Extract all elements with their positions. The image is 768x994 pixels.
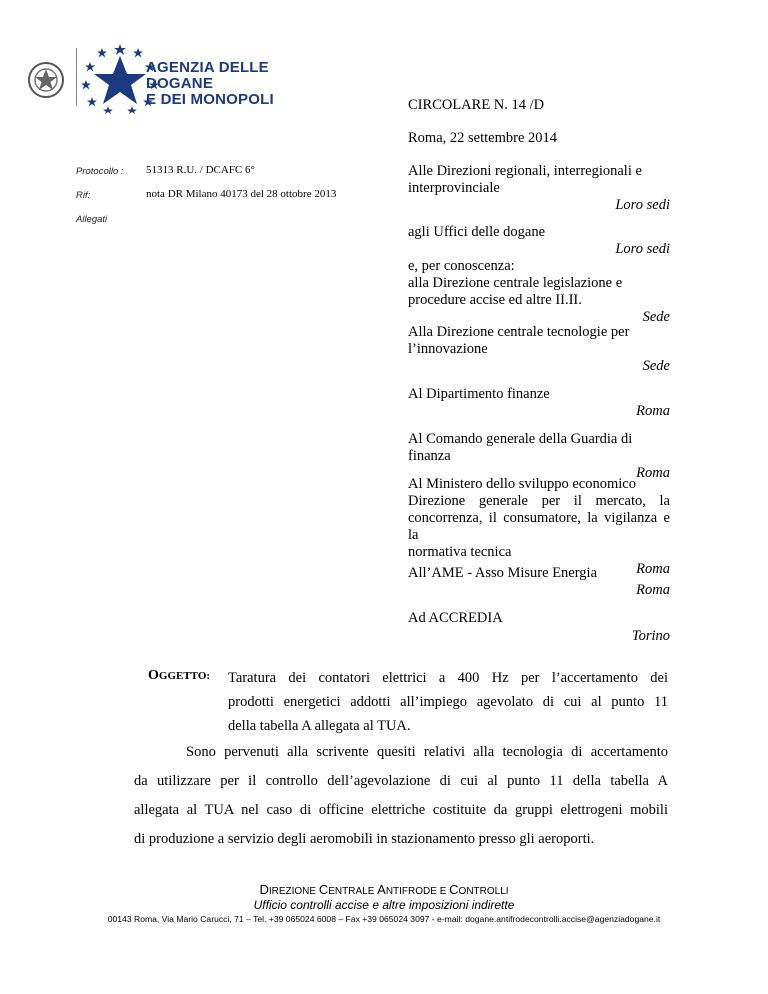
recipient-direzioni-regionali	[408, 163, 670, 214]
recipient-text: l’innovazione	[408, 341, 488, 357]
recipient-location: Torino	[631, 628, 670, 644]
protocollo-value: 51313 R.U. / DCAFC 6°	[146, 164, 255, 176]
recipient-accredia	[408, 610, 670, 645]
recipient-text: Al Ministero dello sviluppo economico	[408, 476, 636, 492]
circular-title: CIRCOLARE N. 14 /D	[408, 97, 545, 113]
footer-address: 00143 Roma, Via Mario Carucci, 71 – Tel. +39 065024 6008 – Fax +39 065024 3097 - e-mail: dogane.antifrodecontrolli.accise@agenziadogane.it	[107, 914, 661, 924]
logo-divider	[76, 48, 77, 106]
body-line: allegata al TUA nel caso di officine elettriche costituite da gruppi elettrogeni mobili	[134, 802, 668, 818]
italian-republic-emblem-icon	[26, 60, 66, 100]
rif-label: Rif:	[76, 190, 91, 201]
agency-logo	[26, 40, 316, 115]
recipient-text: procedure accise ed altre II.II.	[408, 292, 582, 308]
subject-line: Taratura dei contatori elettrici a 400 Hz per l’accertamento dei	[228, 670, 668, 686]
recipient-location: Roma	[636, 465, 670, 481]
recipient-direzione-tecnologie	[408, 324, 670, 375]
footer-dept-part: A	[377, 882, 386, 897]
recipient-location: Roma	[636, 561, 670, 577]
footer-dept-part: C	[449, 882, 459, 897]
agency-name	[146, 60, 316, 108]
recipient-text: concorrenza, il consumatore, la vigilanza e la	[408, 510, 670, 543]
footer-dept-part: ONTROLLI	[458, 886, 509, 897]
subject-line: della tabella A allegata al TUA.	[228, 718, 411, 734]
recipient-text: Alla Direzione centrale tecnologie per	[408, 324, 630, 340]
recipient-location: Roma	[636, 403, 670, 419]
recipient-text: All’AME - Asso Misure Energia	[408, 565, 598, 581]
recipient-location: Loro sedi	[615, 197, 670, 213]
footer-dept-part: IREZIONE	[268, 886, 319, 897]
recipient-text: Alle Direzioni regionali, interregionali e	[408, 163, 642, 179]
rif-value: nota DR Milano 40173 del 28 ottobre 2013	[146, 188, 337, 200]
recipient-text: normativa tecnica	[408, 544, 512, 560]
recipient-text: alla Direzione centrale legislazione e	[408, 275, 623, 291]
footer-dept-part: NTIFRODE E	[385, 886, 450, 897]
recipient-location: Loro sedi	[615, 241, 670, 257]
subject-line: prodotti energetici addotti all’impiego agevolato di cui al punto 11	[228, 694, 668, 710]
body-line: Sono pervenuti alla scrivente quesiti relativi alla tecnologia di accertamento	[186, 744, 668, 760]
protocollo-label: Protocollo :	[76, 166, 124, 177]
subject-label	[148, 668, 210, 684]
recipient-dipartimento-finanze	[408, 386, 670, 420]
recipient-uffici-dogane	[408, 224, 670, 326]
recipient-text: Direzione generale per il mercato, la	[408, 493, 670, 509]
recipient-text: interprovinciale	[408, 180, 500, 196]
footer-dept-part: C	[318, 882, 329, 897]
footer-office: Ufficio controlli accise e altre imposizioni indirette	[253, 898, 515, 912]
subject-label-rest: GGETTO:	[158, 670, 211, 682]
recipient-text: e, per conoscenza:	[408, 258, 515, 274]
allegati-label: Allegati	[76, 214, 108, 225]
recipient-text: Al Comando generale della Guardia di finanza	[408, 431, 633, 464]
recipient-guardia-finanza	[408, 431, 670, 482]
footer-dept-part: D	[259, 882, 269, 897]
footer-dept-part: ENTRALE	[328, 886, 378, 897]
body-paragraph	[134, 738, 668, 854]
recipient-text: Ad ACCREDIA	[408, 610, 503, 626]
subject-text	[228, 666, 668, 738]
recipient-text: agli Uffici delle dogane	[408, 224, 546, 240]
agency-name-line2: E DEI MONOPOLI	[146, 91, 274, 108]
subject-label-initial: O	[148, 668, 159, 683]
recipient-location: Sede	[642, 358, 670, 374]
footer-department	[0, 882, 768, 897]
recipient-ame	[408, 565, 670, 599]
agency-name-line1: AGENZIA DELLE DOGANE	[146, 59, 269, 92]
recipient-text: Al Dipartimento finanze	[408, 386, 550, 402]
recipient-ministero-sviluppo	[408, 476, 670, 578]
circular-date: Roma, 22 settembre 2014	[408, 130, 558, 146]
recipient-location: Sede	[642, 309, 670, 325]
body-line: di produzione a servizio degli aeromobili in stazionamento presso gli aeroporti.	[134, 831, 595, 847]
body-line: da utilizzare per il controllo dell’agevolazione di cui al punto 11 della tabella A	[134, 773, 668, 789]
recipient-location: Roma	[636, 582, 670, 598]
